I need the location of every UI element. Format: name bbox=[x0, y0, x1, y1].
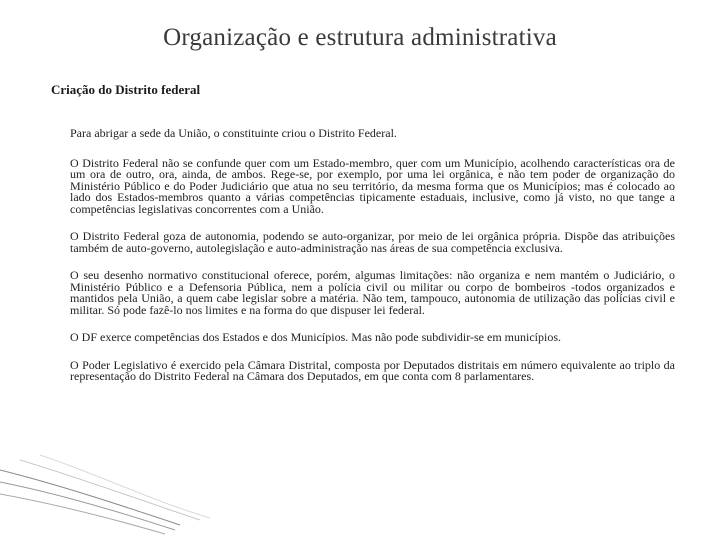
paragraph: O seu desenho normativo constitucional oferece, porém, algumas limitações: não organiza e nem mantém o Judiciário, o Ministério Público e a Defensoria Pública, nem a polícia civil ou militar ou corpo de bombeiros -todos organizados e mantidos pela União, a quem cabe legislar sobre a matéria. Não tem, tampouco, autonomia de utilização das polícias civil e militar. Só pode fazê-lo nos limites e na forma do que dispuser lei federal. bbox=[70, 268, 675, 317]
slide-body bbox=[70, 128, 675, 399]
decorative-swoosh-lines bbox=[0, 430, 250, 540]
section-subtitle: Criação do Distrito federal bbox=[51, 82, 201, 97]
slide-title: Organização e estrutura administrativa bbox=[163, 24, 557, 51]
paragraph: O Distrito Federal não se confunde quer com um Estado-membro, quer com um Município, acolhendo características ora de um ora de outro, ora, ainda, de ambos. Rege-se, por exemplo, por uma lei orgânica, e não tem poder de organização do Ministério Público e do Poder Judiciário que atua no seu território, da mesma forma que os Municípios; mas é colocado ao lado dos Estados-membros quanto a várias competências tipicamente estaduais, inclusive, como já visto, no que tange a competências legislativas concorrentes com a União. bbox=[70, 155, 675, 216]
paragraph: O DF exerce competências dos Estados e dos Municípios. Mas não pode subdividir-se em municípios. bbox=[70, 330, 562, 344]
paragraph: O Distrito Federal goza de autonomia, podendo se auto-organizar, por meio de lei orgânica própria. Dispõe das atribuições também de auto-governo, autolegislação e auto-administração nas áreas de sua competência exclusiva. bbox=[70, 229, 675, 255]
paragraph: O Poder Legislativo é exercido pela Câmara Distrital, composta por Deputados distritais em número equivalente ao triplo da representação do Distrito Federal na Câmara dos Deputados, em que conta com 8 parlamentares. bbox=[70, 357, 675, 383]
paragraph: Para abrigar a sede da União, o constituinte criou o Distrito Federal. bbox=[70, 126, 397, 140]
